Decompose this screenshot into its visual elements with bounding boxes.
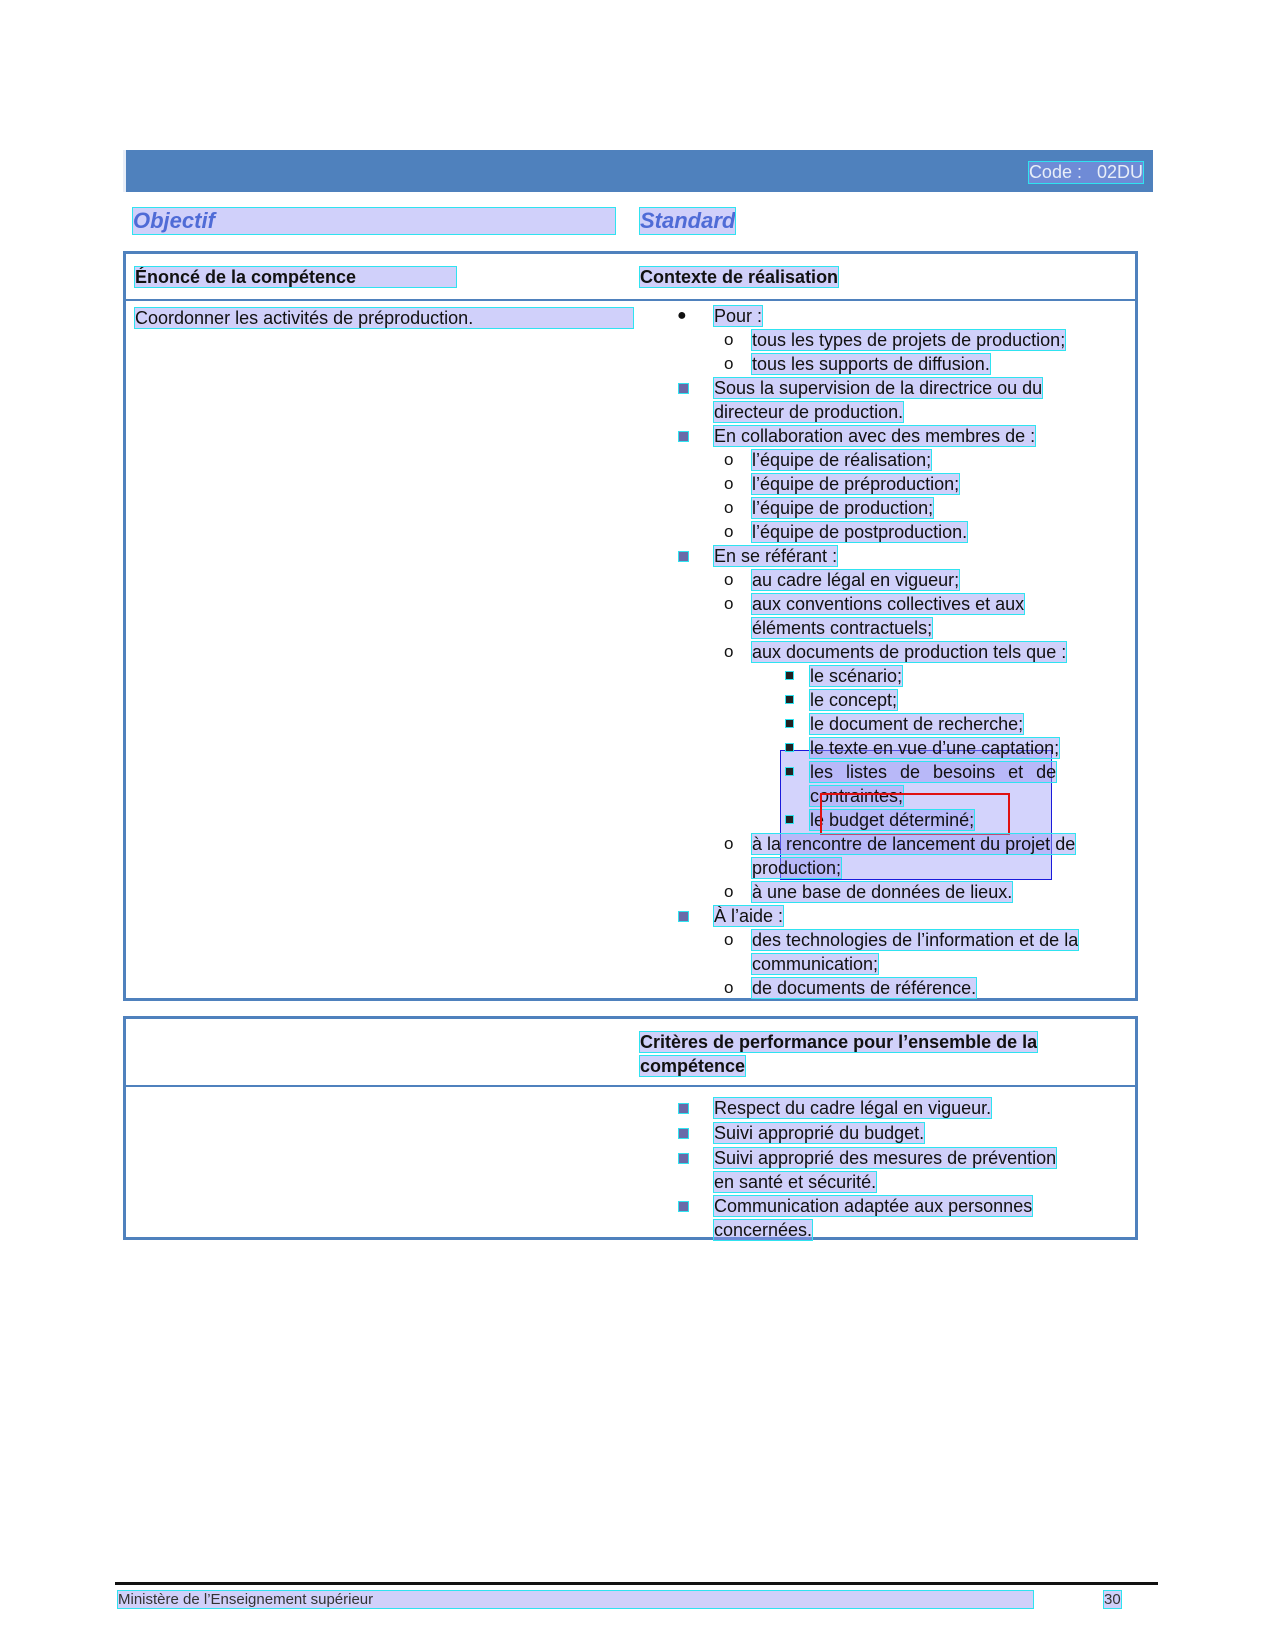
bullet-square (679, 912, 688, 921)
bullet-circle: o (724, 594, 734, 613)
criteria-item: Respect du cadre légal en vigueur. (714, 1098, 992, 1118)
list-item: le scénario; (810, 666, 903, 686)
list-item: Sous la supervision de la directrice ou du (714, 378, 1043, 398)
header-banner (123, 150, 1153, 192)
list-item: le budget déterminé; (810, 810, 975, 830)
header-divider (126, 299, 1135, 301)
list-item: Pour : (714, 306, 763, 326)
bullet-circle: o (724, 930, 734, 949)
list-item: En collaboration avec des membres de : (714, 426, 1036, 446)
section-objectif: Objectif (133, 208, 615, 234)
criteria-item: Suivi approprié des mesures de prévention (714, 1148, 1057, 1168)
bullet-square (679, 432, 688, 441)
bullet-square (786, 672, 793, 679)
bullet-square (679, 552, 688, 561)
bullet-square (786, 816, 793, 823)
bullet-circle: o (724, 474, 734, 493)
list-item: aux conventions collectives et aux (752, 594, 1025, 614)
list-item: directeur de production. (714, 402, 904, 422)
criteria-item: Communication adaptée aux personnes (714, 1196, 1033, 1216)
criteria-item: Suivi approprié du budget. (714, 1123, 925, 1143)
program-code: Code : 02DU (1028, 162, 1143, 182)
bullet-circle: o (724, 882, 734, 901)
bullet-square (679, 1129, 688, 1138)
list-item: tous les types de projets de production; (752, 330, 1066, 350)
criteria-item: concernées. (714, 1220, 813, 1240)
list-item: l’équipe de postproduction. (752, 522, 968, 542)
highlight-box (820, 793, 1010, 835)
list-item: le texte en vue d’une captation; (810, 738, 1060, 758)
bullet-circle: o (724, 498, 734, 517)
bullet-circle: o (724, 330, 734, 349)
bullet-square (679, 1104, 688, 1113)
list-item: tous les supports de diffusion. (752, 354, 990, 374)
list-item: production; (752, 858, 842, 878)
list-item: l’équipe de réalisation; (752, 450, 932, 470)
list-item: des technologies de l’information et de la (752, 930, 1079, 950)
criteria-header: Critères de performance pour l’ensemble de la (640, 1032, 1038, 1052)
col-header-contexte: Contexte de réalisation (640, 267, 839, 287)
criteria-item: en santé et sécurité. (714, 1172, 877, 1192)
bullet-circle: o (724, 642, 734, 661)
list-item: à la rencontre de lancement du projet de (752, 834, 1076, 854)
list-item: les listes de besoins et de (810, 762, 1057, 782)
footer-page-number: 30 (1104, 1591, 1121, 1608)
list-item: à une base de données de lieux. (752, 882, 1013, 902)
list-item: l’équipe de préproduction; (752, 474, 960, 494)
bullet-square (786, 696, 793, 703)
bullet-circle: o (724, 354, 734, 373)
list-item: l’équipe de production; (752, 498, 934, 518)
section-standard: Standard (640, 208, 736, 233)
footer-rule (115, 1582, 1158, 1585)
bullet-dot: ● (677, 307, 687, 324)
list-item: au cadre légal en vigueur; (752, 570, 960, 590)
footer-ministry: Ministère de l’Enseignement supérieur (118, 1591, 1033, 1608)
header-divider (126, 1085, 1135, 1087)
list-item: le concept; (810, 690, 898, 710)
bullet-square (786, 768, 793, 775)
criteria-header: compétence (640, 1056, 746, 1076)
list-item: éléments contractuels; (752, 618, 933, 638)
list-item: En se référant : (714, 546, 838, 566)
bullet-square (786, 744, 793, 751)
bullet-circle: o (724, 522, 734, 541)
list-item: aux documents de production tels que : (752, 642, 1067, 662)
bullet-square (679, 1154, 688, 1163)
bullet-square (786, 720, 793, 727)
bullet-circle: o (724, 450, 734, 469)
bullet-circle: o (724, 570, 734, 589)
list-item: contraintes; (810, 786, 904, 806)
col-header-enonce: Énoncé de la compétence (135, 267, 456, 287)
bullet-circle: o (724, 978, 734, 997)
list-item: À l’aide : (714, 906, 784, 926)
banner-edge (123, 150, 126, 192)
bullet-square (679, 384, 688, 393)
competence-statement: Coordonner les activités de préproduction. (135, 308, 633, 328)
list-item: de documents de référence. (752, 978, 977, 998)
bullet-square (679, 1202, 688, 1211)
list-item: le document de recherche; (810, 714, 1024, 734)
bullet-circle: o (724, 834, 734, 853)
list-item: communication; (752, 954, 879, 974)
